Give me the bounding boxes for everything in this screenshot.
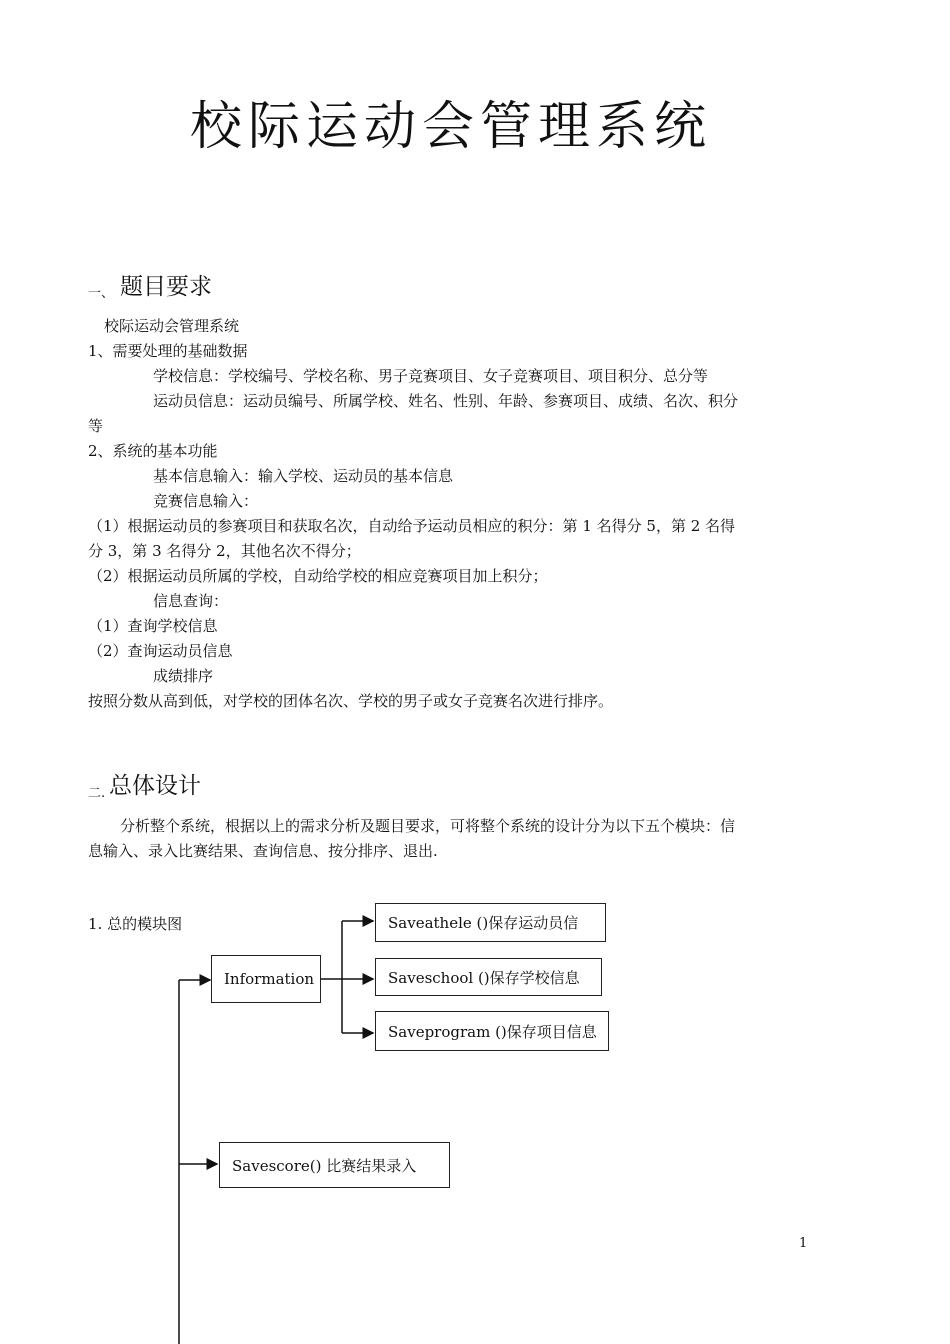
- information-module-label: Information: [224, 970, 315, 988]
- saveschool-module-box: [375, 958, 602, 996]
- body-line: （1）查询学校信息: [88, 617, 218, 635]
- page-number: 1: [799, 1236, 808, 1251]
- body-line: （2）查询运动员信息: [88, 642, 233, 660]
- body-line: 基本信息输入：输入学校、运动员的基本信息: [153, 467, 454, 485]
- document-title: 校际运动会管理系统: [190, 97, 713, 157]
- section-1-heading: 题目要求: [120, 274, 212, 300]
- diagram-caption: 1. 总的模块图: [88, 915, 183, 933]
- section-1-number: 一、: [88, 286, 115, 301]
- body-line: 分 3，第 3 名得分 2，其他名次不得分；: [88, 542, 361, 560]
- saveprogram-module-box: [375, 1011, 609, 1051]
- body-line: 息输入、录入比赛结果、查询信息、按分排序、退出.: [88, 842, 438, 860]
- body-line: 竞赛信息输入：: [153, 492, 259, 510]
- savescore-module-label: Savescore() 比赛结果录入: [232, 1156, 417, 1175]
- body-line: 成绩排序: [153, 667, 214, 685]
- savescore-module-box: [219, 1142, 450, 1188]
- saveprogram-module-label: Saveprogram ()保存项目信息: [388, 1022, 597, 1041]
- section-2-number: 二.: [88, 786, 106, 801]
- saveathele-module-box: [375, 903, 606, 942]
- body-line: 运动员信息：运动员编号、所属学校、姓名、性别、年龄、参赛项目、成绩、名次、积分: [153, 392, 739, 410]
- body-line: 分析整个系统，根据以上的需求分析及题目要求，可将整个系统的设计分为以下五个模块：信: [120, 817, 736, 835]
- body-line: 校际运动会管理系统: [104, 317, 240, 335]
- body-line: 学校信息：学校编号、学校名称、男子竞赛项目、女子竞赛项目、项目积分、总分等: [153, 367, 709, 385]
- body-line: 1、需要处理的基础数据: [88, 342, 248, 360]
- body-line: 按照分数从高到低，对学校的团体名次、学校的男子或女子竞赛名次进行排序。: [88, 692, 614, 710]
- body-line: 等: [88, 417, 104, 435]
- body-line: 信息查询：: [153, 592, 229, 610]
- saveathele-module-label: Saveathele ()保存运动员信: [388, 914, 579, 932]
- body-line: （1）根据运动员的参赛项目和获取名次，自动给予运动员相应的积分：第 1 名得分 5，第 2 名得: [88, 517, 736, 535]
- section-2-heading: 总体设计: [109, 773, 201, 799]
- information-module-box: [211, 955, 321, 1003]
- body-line: 2、系统的基本功能: [88, 442, 218, 460]
- saveschool-module-label: Saveschool ()保存学校信息: [388, 968, 580, 987]
- body-line: （2）根据运动员所属的学校，自动给学校的相应竞赛项目加上积分；: [88, 567, 548, 585]
